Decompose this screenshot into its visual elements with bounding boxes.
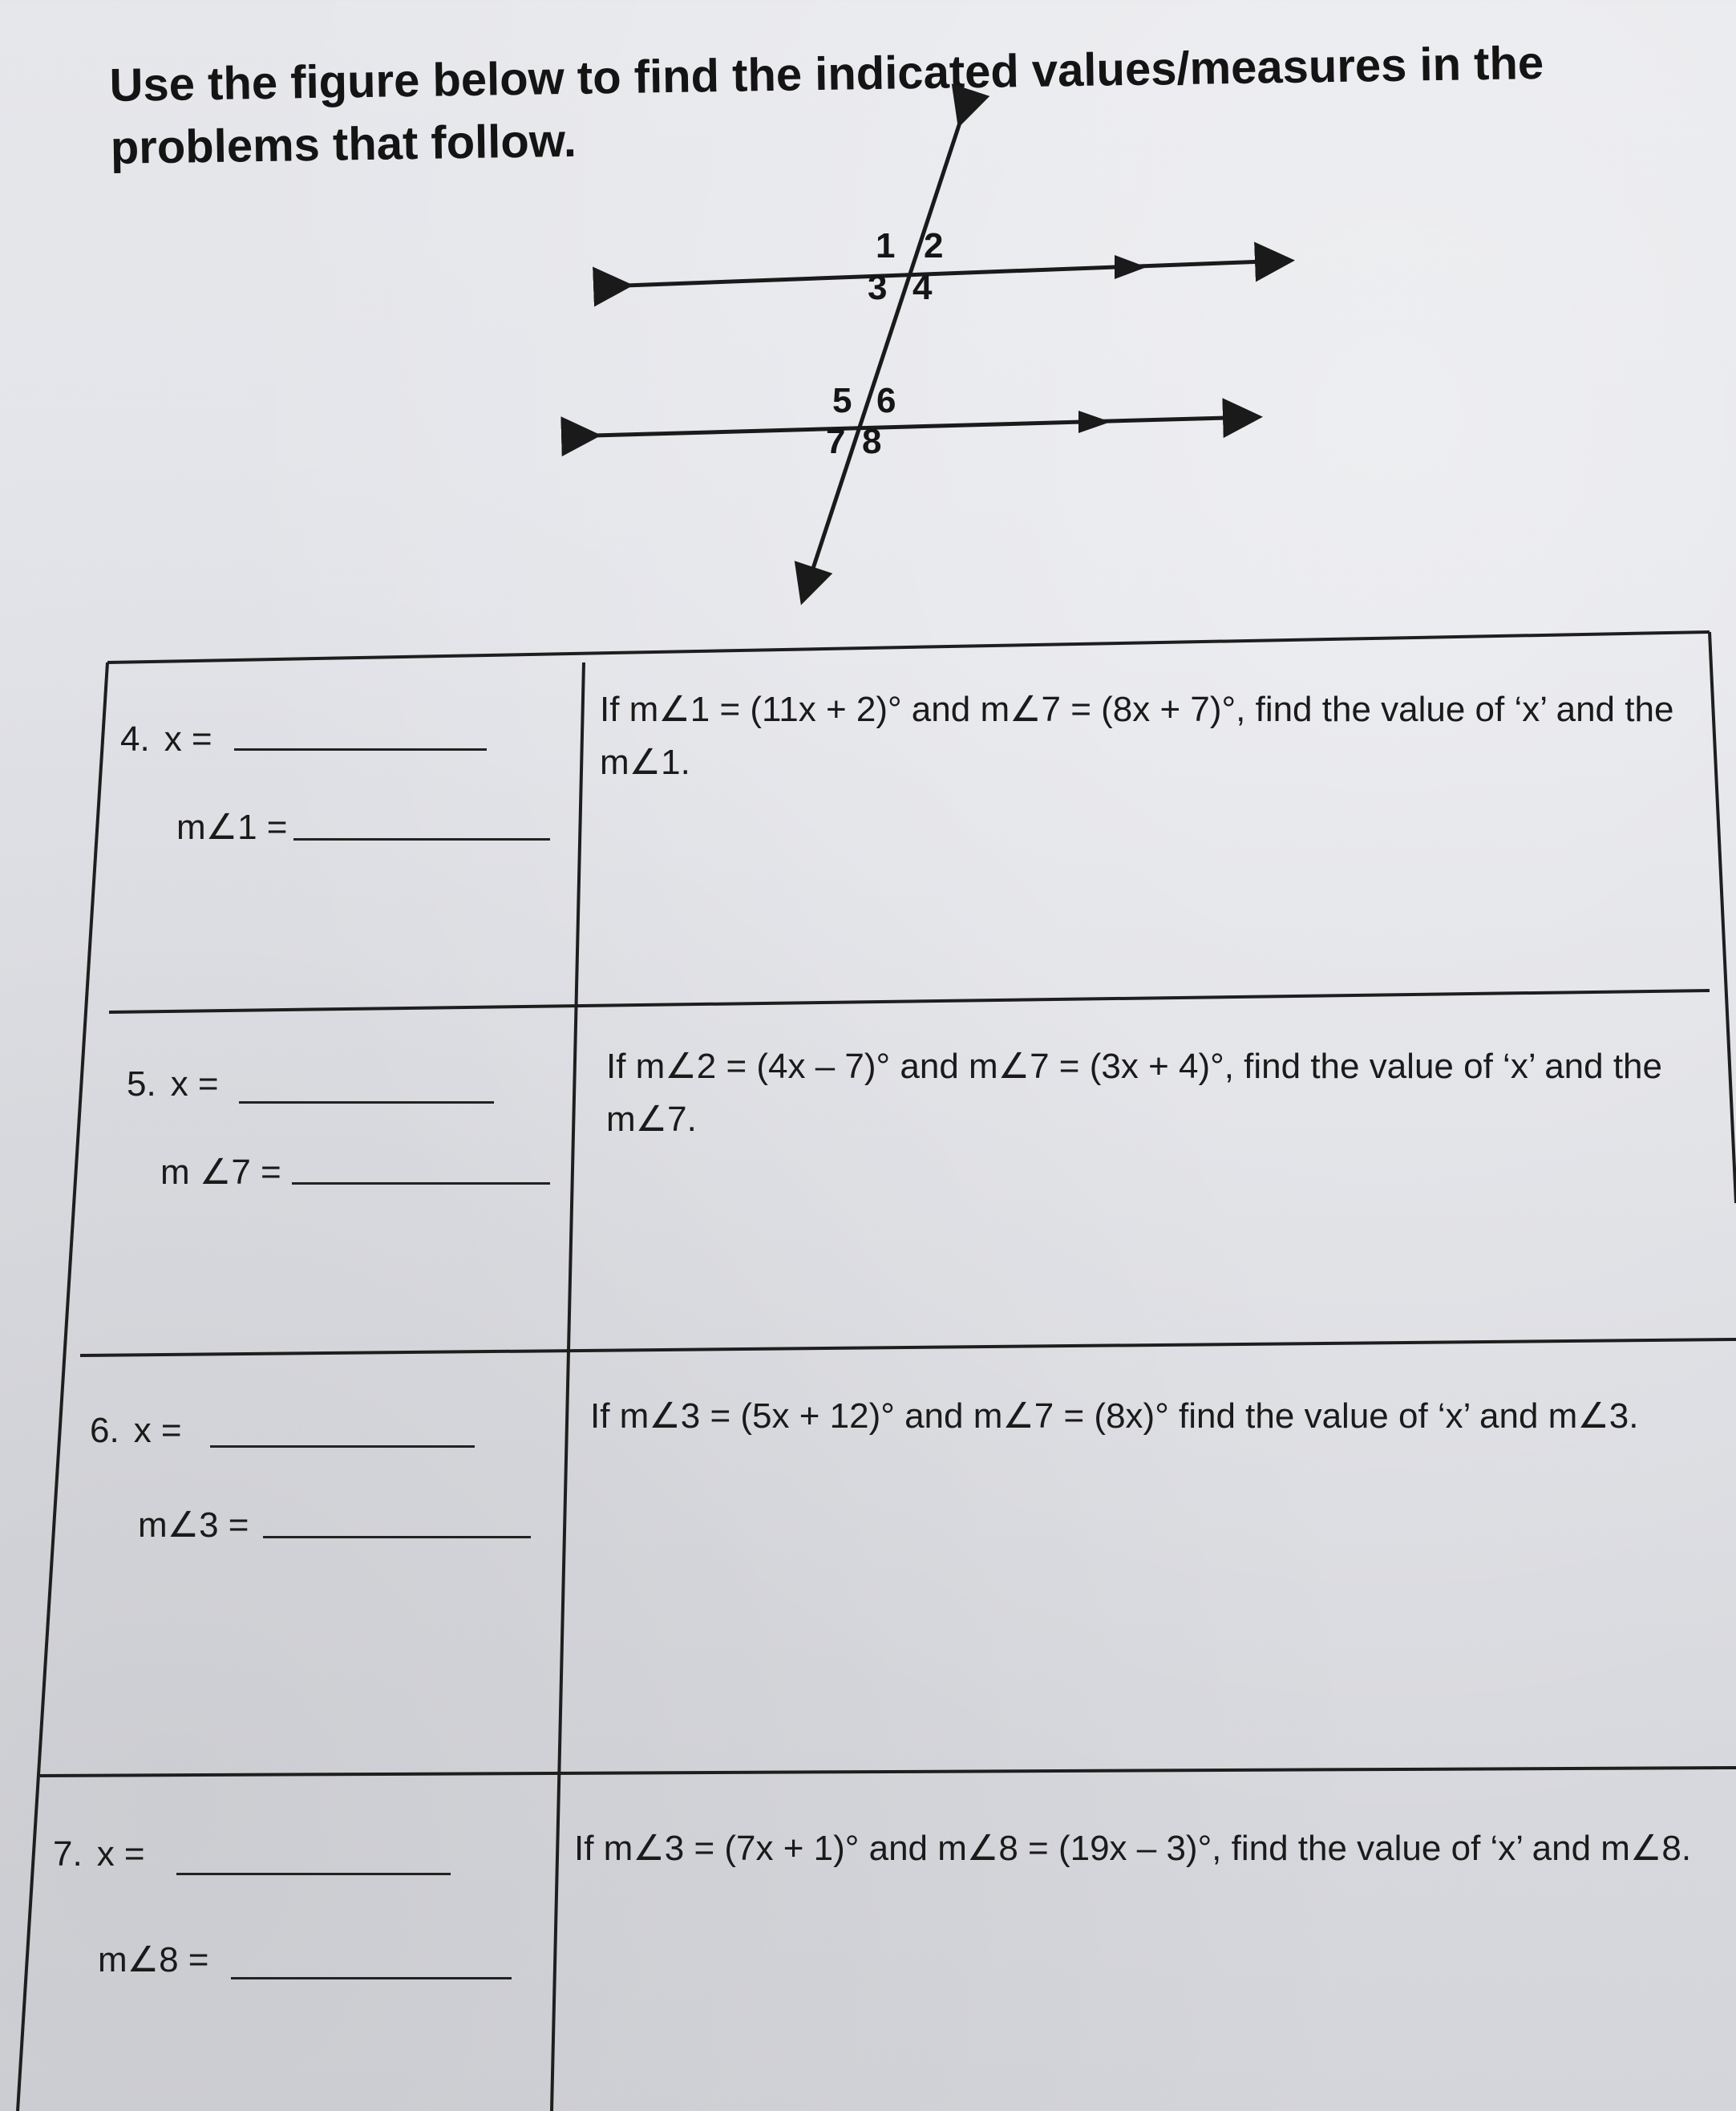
table-divider-2 (80, 1339, 1736, 1355)
angle-label-4: 4 (913, 268, 933, 307)
problem-6-x-label (90, 1405, 182, 1457)
problem-7-x-answer-blank[interactable] (176, 1873, 451, 1875)
problem-7-x-prompt: x = (96, 1834, 145, 1874)
table-border-top (107, 632, 1710, 662)
angle-label-8: 8 (862, 422, 882, 461)
table-divider-1 (109, 991, 1710, 1012)
problem-5-angle-label: m ∠7 = (160, 1153, 281, 1192)
problem-5-x-answer-blank[interactable] (239, 1101, 494, 1104)
angle-label-6: 6 (876, 381, 896, 420)
angle-label-3: 3 (868, 268, 888, 307)
problem-7-prompt: If m∠3 = (7x + 1)° and m∠8 = (19x – 3)°, find the value of ‘x’ and m∠8. (574, 1829, 1692, 1868)
angle-label-2: 2 (924, 226, 944, 265)
instructions-text: Use the figure below to find the indicated values/measures in the problems that follow. (109, 36, 1544, 174)
problem-6-number: 6. (90, 1411, 119, 1450)
problem-4-number: 4. (120, 719, 150, 759)
problem-4-angle-answer-blank[interactable] (293, 838, 550, 841)
problem-5-number: 5. (127, 1064, 156, 1104)
problem-5-prompt: If m∠2 = (4x – 7)° and m∠7 = (3x + 4)°, find the value of ‘x’ and the m∠7. (606, 1047, 1662, 1139)
problem-7-x-label (53, 1829, 145, 1880)
problem-6-prompt: If m∠3 = (5x + 12)° and m∠7 = (8x)° find the value of ‘x’ and m∠3. (590, 1396, 1639, 1436)
problem-7-angle-answer-blank[interactable] (231, 1977, 512, 1979)
table-divider-3 (40, 1768, 1736, 1776)
problem-6-angle-answer-blank[interactable] (263, 1536, 531, 1538)
problem-6-angle-label: m∠3 = (138, 1505, 249, 1545)
problem-5-x-label (127, 1059, 219, 1110)
table-left-border (18, 662, 107, 2111)
angle-label-7: 7 (826, 422, 846, 461)
problem-6-x-prompt: x = (133, 1411, 182, 1450)
problem-4-x-answer-blank[interactable] (234, 748, 487, 751)
problem-6-x-answer-blank[interactable] (210, 1445, 475, 1448)
angle-label-1: 1 (876, 226, 896, 265)
problem-4-x-label (120, 714, 212, 765)
problem-7-angle-label: m∠8 = (98, 1940, 209, 1979)
table-middle-divider (552, 662, 584, 2111)
problem-5-angle-answer-blank[interactable] (292, 1182, 550, 1185)
problem-4-angle-label: m∠1 = (176, 808, 288, 847)
angle-label-5: 5 (832, 381, 852, 420)
problem-4-prompt: If m∠1 = (11x + 2)° and m∠7 = (8x + 7)°, find the value of ‘x’ and the m∠1. (600, 690, 1674, 782)
problem-4-x-prompt: x = (164, 719, 212, 759)
problem-5-x-prompt: x = (170, 1064, 219, 1104)
problem-7-number: 7. (53, 1834, 83, 1874)
